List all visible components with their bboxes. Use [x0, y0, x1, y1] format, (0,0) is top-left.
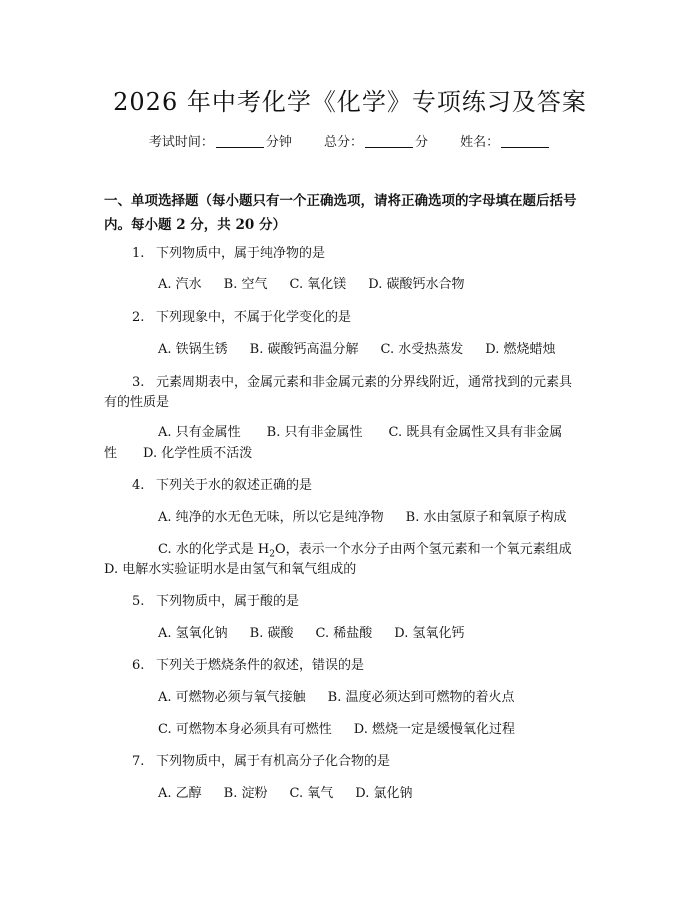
question-3 — [132, 372, 572, 394]
question-stem: 下列物质中，属于酸的是 — [156, 594, 300, 609]
option-a[interactable]: A. 氢氧化钠 — [158, 626, 228, 641]
question-number: 5. — [132, 594, 145, 609]
exam-score-unit: 分 — [415, 135, 429, 150]
question-number: 4. — [132, 478, 145, 493]
question-1-options — [158, 274, 486, 296]
option-b[interactable]: B. 空气 — [223, 277, 268, 292]
option-b[interactable]: B. 碳酸钙高温分解 — [249, 342, 359, 357]
exam-name-blank[interactable] — [501, 134, 549, 148]
exam-time-unit: 分钟 — [265, 135, 292, 150]
option-a[interactable]: A. 铁锅生锈 — [158, 342, 228, 357]
option-c[interactable]: C. 氧化镁 — [289, 277, 347, 292]
question-stem: 下列物质中，属于纯净物的是 — [156, 246, 326, 261]
option-a[interactable]: A. 纯净的水无色无味，所以它是纯净物 — [158, 510, 384, 525]
question-1 — [132, 243, 325, 265]
section-heading — [104, 189, 604, 237]
exam-score-blank[interactable] — [365, 134, 413, 148]
question-6-options-line-1 — [158, 687, 536, 709]
question-stem: 下列现象中，不属于化学变化的是 — [156, 310, 352, 325]
document-title: 2026 年中考化学《化学》专项练习及答案 — [113, 88, 587, 116]
option-d[interactable]: D. 氢氧化钙 — [394, 626, 465, 641]
exam-time-blank[interactable] — [216, 134, 264, 148]
option-b[interactable]: B. 碳酸 — [249, 626, 294, 641]
question-5-options — [158, 623, 486, 645]
question-3-stem-line-2: 有的性质是 — [104, 395, 170, 410]
question-number: 2. — [132, 310, 145, 325]
question-2-options — [158, 339, 577, 361]
question-4-options-line-1 — [158, 507, 588, 529]
option-a[interactable]: A. 汽水 — [158, 277, 202, 292]
question-6 — [132, 655, 364, 677]
option-c[interactable]: C. 稀盐酸 — [315, 626, 373, 641]
exam-time — [149, 135, 296, 150]
option-b[interactable]: B. 淀粉 — [223, 786, 268, 801]
question-number: 3. — [132, 375, 145, 390]
question-4 — [132, 475, 312, 497]
question-number: 7. — [132, 754, 145, 769]
option-a[interactable]: A. 可燃物必须与氧气接触 — [158, 690, 306, 705]
section-heading-line-1: 一、单项选择题（每小题只有一个正确选项，请将正确选项的字母填在题后括号 — [104, 193, 577, 209]
exam-score-label: 总分： — [323, 135, 363, 150]
question-stem: 下列关于燃烧条件的叙述，错误的是 — [156, 658, 365, 673]
exam-name-label: 姓名： — [460, 135, 500, 150]
option-c[interactable]: C. 可燃物本身必须具有可燃性 — [158, 722, 332, 737]
exam-time-label: 考试时间： — [148, 135, 214, 150]
question-number: 6. — [132, 658, 145, 673]
exam-info — [0, 131, 700, 150]
option-d[interactable]: D. 碳酸钙水合物 — [368, 277, 465, 292]
option-a[interactable]: A. 乙醇 — [158, 786, 202, 801]
question-5 — [132, 591, 299, 613]
question-3-options-line-2[interactable]: 性 D. 化学性质不活泼 — [104, 446, 253, 461]
option-b[interactable]: B. 水由氢原子和氧原子构成 — [405, 510, 567, 525]
section-heading-line-2: 内。每小题 2 分，共 20 分） — [104, 217, 286, 233]
question-7-options — [158, 783, 434, 805]
option-d[interactable]: D. 电解水实验证明水是由氢气和氧气组成的 — [104, 562, 357, 577]
question-stem: 下列关于水的叙述正确的是 — [156, 478, 313, 493]
option-c-post: O，表示一个水分子由两个氢元素和一个氧元素组成 — [274, 542, 572, 557]
exam-name — [460, 135, 551, 150]
question-stem-line-1: 元素周期表中，金属元素和非金属元素的分界线附近，通常找到的元素具 — [156, 375, 573, 390]
option-d[interactable]: D. 燃烧蜡烛 — [485, 342, 556, 357]
option-c[interactable]: C. 氧气 — [289, 786, 334, 801]
question-6-options-line-2 — [158, 719, 537, 741]
option-d[interactable]: D. 燃烧一定是缓慢氧化过程 — [353, 722, 515, 737]
option-c[interactable]: C. 水受热蒸发 — [380, 342, 464, 357]
question-stem: 下列物质中，属于有机高分子化合物的是 — [156, 754, 391, 769]
question-3-options-line-1[interactable]: A. 只有金属性 B. 只有非金属性 C. 既具有金属性又具有非金属 — [158, 425, 563, 440]
question-2 — [132, 307, 351, 329]
option-c-subscript: 2 — [269, 549, 275, 560]
option-d[interactable]: D. 氯化钠 — [355, 786, 413, 801]
option-b[interactable]: B. 温度必须达到可燃物的着火点 — [327, 690, 515, 705]
exam-score — [324, 135, 432, 150]
question-number: 1. — [132, 246, 145, 261]
option-c-pre: C. 水的化学式是 H — [158, 542, 270, 557]
question-7 — [132, 751, 390, 773]
